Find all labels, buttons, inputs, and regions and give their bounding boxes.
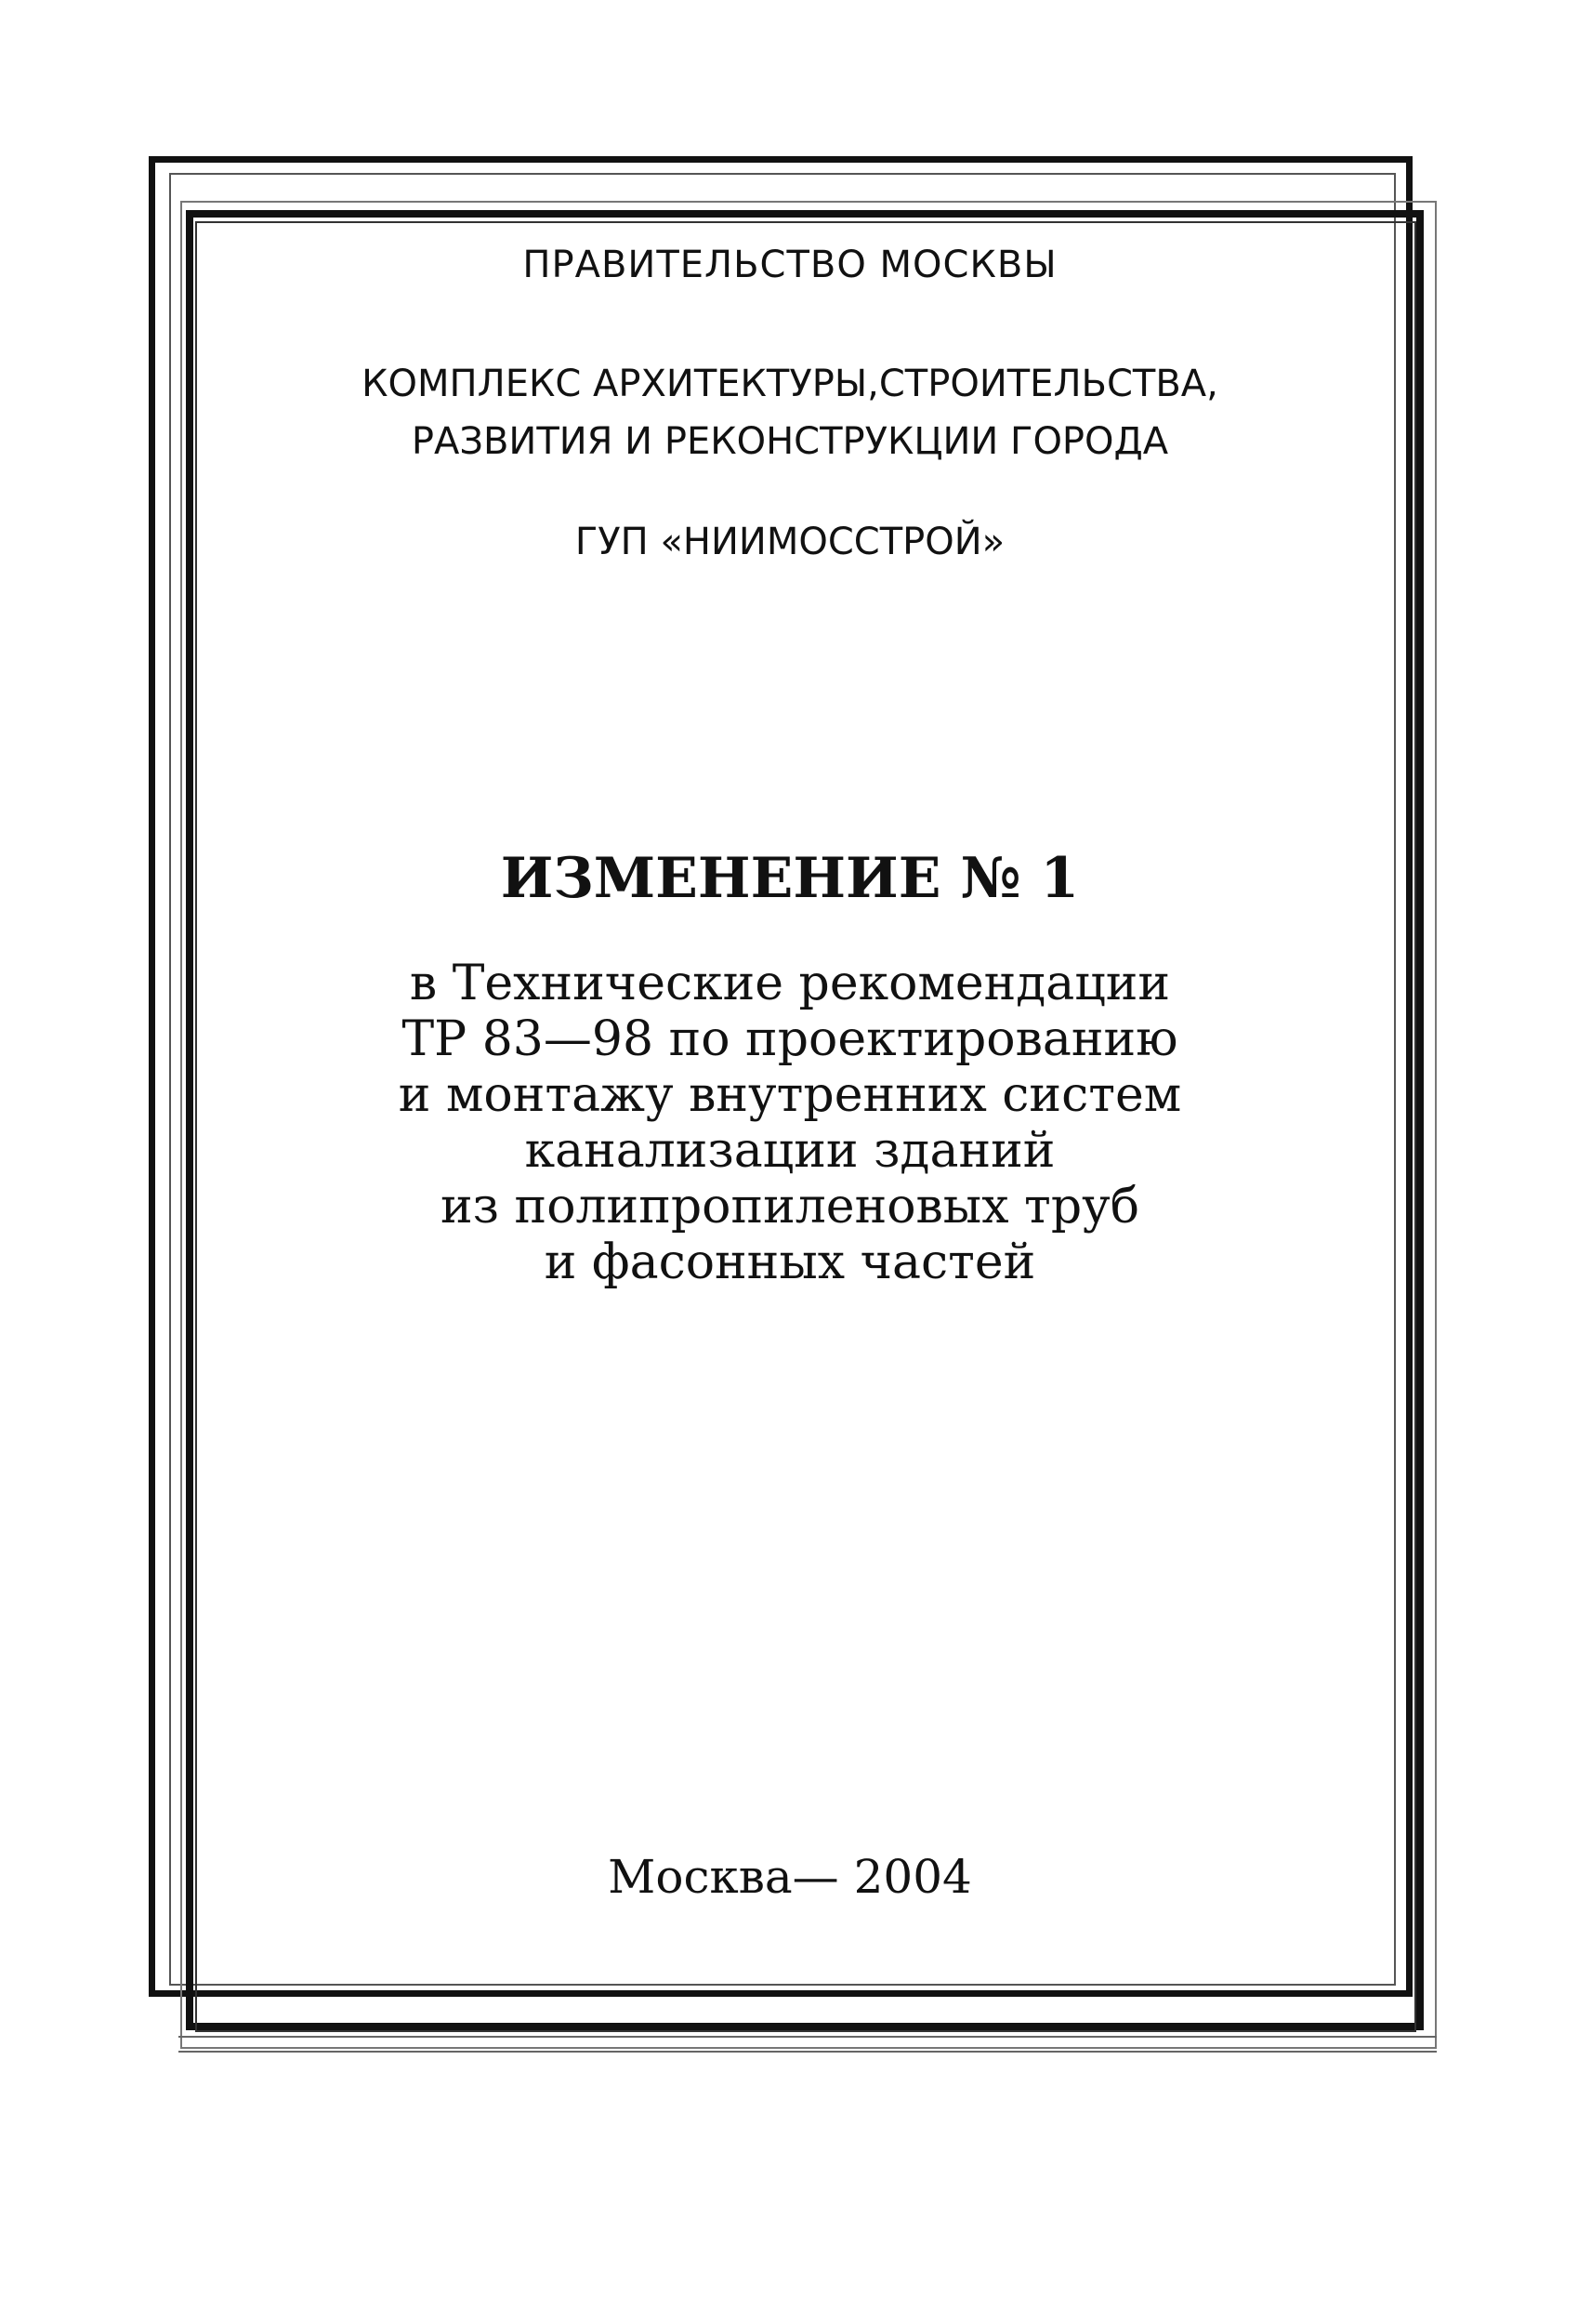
government-heading: ПРАВИТЕЛЬСТВО МОСКВЫ — [522, 244, 1058, 286]
document-title: ИЗМЕНЕНИЕ № 1 — [500, 846, 1080, 911]
subtitle-line-6: и фасонных частей — [544, 1235, 1036, 1290]
subtitle-line-1: в Технические рекомендации — [409, 956, 1171, 1011]
complex-heading-line-1: КОМПЛЕКС АРХИТЕКТУРЫ,СТРОИТЕЛЬСТВА, — [362, 363, 1218, 405]
complex-heading-line-2: РАЗВИТИЯ И РЕКОНСТРУКЦИИ ГОРОДА — [411, 420, 1169, 463]
subtitle-line-5: из полипропиленовых труб — [440, 1179, 1140, 1235]
place-and-year: Москва— 2004 — [608, 1850, 972, 1904]
subtitle-line-3: и монтажу внутренних систем — [398, 1067, 1182, 1123]
frame-base-lines — [178, 2036, 1437, 2053]
complex-heading — [204, 355, 1375, 470]
organization-heading: ГУП «НИИМОССТРОЙ» — [574, 521, 1006, 563]
subtitle-line-4: канализации зданий — [524, 1123, 1056, 1179]
document-subtitle — [204, 956, 1375, 1290]
subtitle-line-2: ТР 83—98 по проектированию — [401, 1011, 1178, 1067]
